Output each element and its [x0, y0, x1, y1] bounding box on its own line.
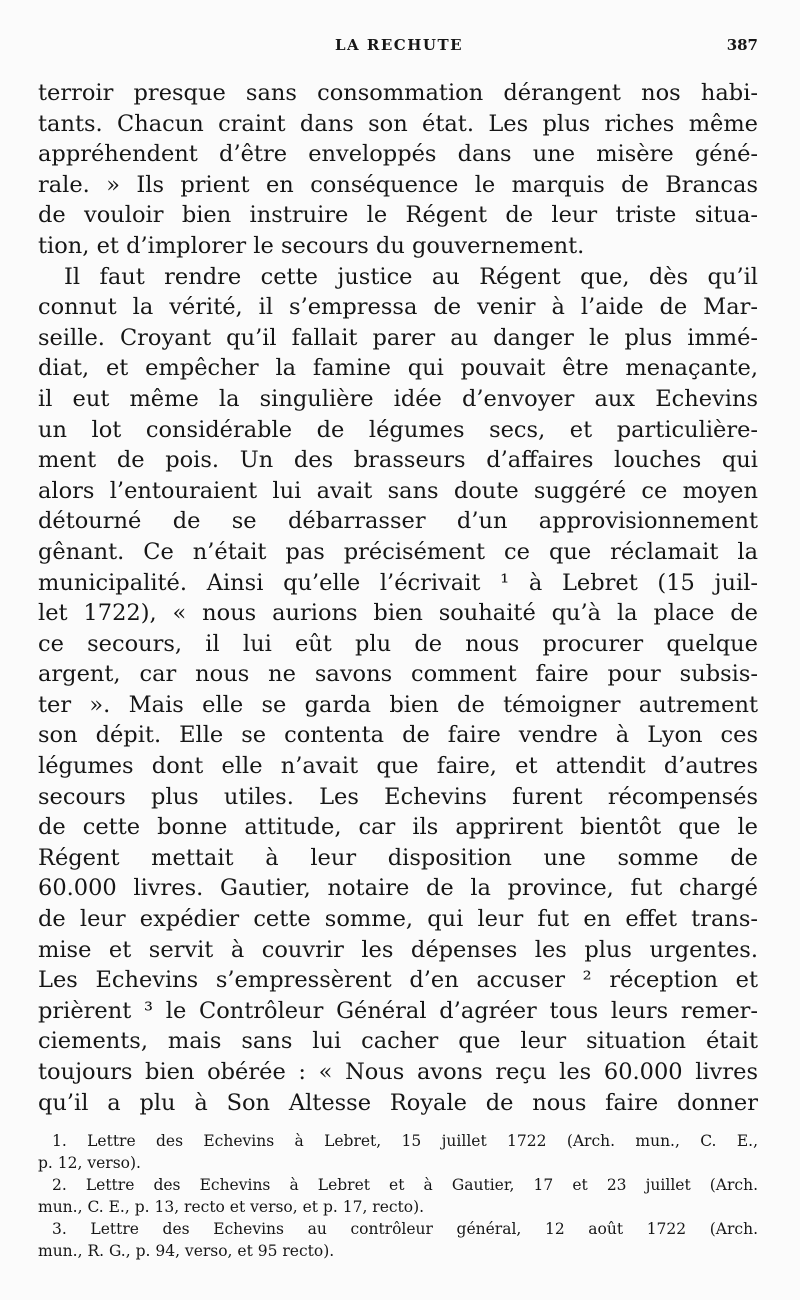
running-title: LA RECHUTE: [334, 36, 464, 54]
text-line: de vouloir bien instruire le Régent de leur triste situa-: [38, 202, 758, 229]
footnote-line: 2. Lettre des Echevins à Lebret et à Gautier, 17 et 23 juillet (Arch.: [52, 1176, 758, 1194]
footnote-line: 3. Lettre des Echevins au contrôleur général, 12 août 1722 (Arch.: [52, 1220, 758, 1238]
text-line: de leur expédier cette somme, qui leur fut en effet trans-: [38, 906, 758, 933]
text-line: qu’il a plu à Son Altesse Royale de nous faire donner: [38, 1089, 758, 1116]
text-line: prièrent ³ le Contrôleur Général d’agréer tous leurs remer-: [38, 997, 758, 1024]
footnotes: [38, 1130, 758, 1262]
text-line: terroir presque sans consommation dérangent nos habi-: [38, 80, 758, 106]
text-line: connut la vérité, il s’empressa de venir à l’aide de Mar-: [38, 294, 758, 321]
text-line: appréhendent d’être enveloppés dans une misère géné-: [38, 141, 758, 168]
text-line: rale. » Ils prient en conséquence le marquis de Brancas: [38, 171, 758, 198]
footnote-line: p. 12, verso).: [38, 1154, 141, 1172]
text-line: diat, et empêcher la famine qui pouvait être menaçante,: [38, 355, 758, 382]
text-line: Régent mettait à leur disposition une somme de: [38, 844, 758, 871]
text-line: mise et servit à couvrir les dépenses les plus urgentes.: [38, 936, 758, 963]
footnote-line: 1. Lettre des Echevins à Lebret, 15 juillet 1722 (Arch. mun., C. E.,: [52, 1132, 758, 1150]
text-line: Il faut rendre cette justice au Régent que, dès qu’il: [64, 263, 758, 290]
text-line: seille. Croyant qu’il fallait parer au danger le plus immé-: [38, 324, 758, 351]
text-line: ce secours, il lui eût plu de nous procurer quelque: [38, 630, 758, 657]
text-line: toujours bien obérée : « Nous avons reçu les 60.000 livres: [38, 1059, 758, 1085]
text-line: municipalité. Ainsi qu’elle l’écrivait ¹ à Lebret (15 juil-: [38, 569, 758, 596]
text-line: argent, car nous ne savons comment faire pour subsis-: [38, 661, 758, 688]
page-number: 387: [726, 36, 758, 54]
text-line: un lot considérable de légumes secs, et particulière-: [38, 416, 758, 443]
footnote-line: mun., C. E., p. 13, recto et verso, et p. 17, recto).: [38, 1198, 425, 1216]
text-line: tion, et d’implorer le secours du gouvernement.: [38, 232, 585, 259]
text-line: ter ». Mais elle se garda bien de témoigner autrement: [38, 691, 758, 718]
text-line: tants. Chacun craint dans son état. Les plus riches même: [38, 110, 758, 137]
page-header: [40, 36, 758, 56]
text-line: Les Echevins s’empressèrent d’en accuser ² réception et: [38, 967, 758, 994]
text-line: 60.000 livres. Gautier, notaire de la province, fut chargé: [38, 875, 758, 902]
text-line: alors l’entouraient lui avait sans doute suggéré ce moyen: [38, 477, 758, 504]
text-line: gênant. Ce n’était pas précisément ce que réclamait la: [38, 538, 758, 565]
text-line: il eut même la singulière idée d’envoyer aux Echevins: [38, 385, 758, 412]
text-line: légumes dont elle n’avait que faire, et attendit d’autres: [38, 753, 758, 780]
text-line: ment de pois. Un des brasseurs d’affaires louches qui: [38, 447, 758, 474]
text-line: détourné de se débarrasser d’un approvisionnement: [38, 508, 758, 535]
text-line: ciements, mais sans lui cacher que leur situation était: [38, 1028, 758, 1055]
text-line: secours plus utiles. Les Echevins furent récompensés: [38, 783, 758, 810]
text-line: son dépit. Elle se contenta de faire vendre à Lyon ces: [38, 722, 758, 749]
body-text: [38, 78, 758, 1118]
footnote-line: mun., R. G., p. 94, verso, et 95 recto).: [38, 1242, 335, 1260]
text-line: let 1722), « nous aurions bien souhaité qu’à la place de: [38, 600, 758, 627]
text-line: de cette bonne attitude, car ils apprirent bientôt que le: [38, 814, 758, 841]
